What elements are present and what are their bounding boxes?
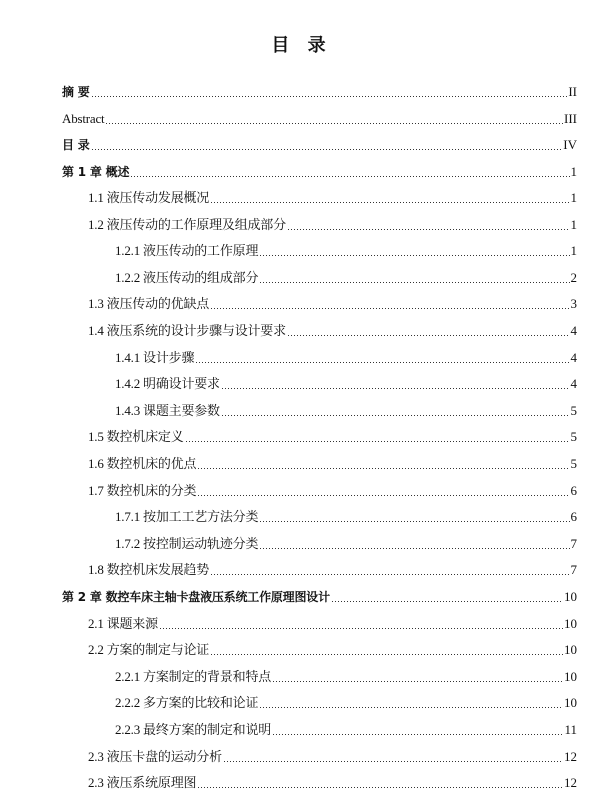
- toc-entry-abstract-en[interactable]: [62, 107, 577, 127]
- toc-entry-1-4-1[interactable]: [115, 346, 577, 366]
- toc-page-number: 10: [564, 589, 577, 604]
- toc-entry-2-2-1[interactable]: [115, 665, 577, 685]
- dot-leader: [91, 96, 568, 97]
- toc-page-number: 10: [564, 615, 577, 631]
- toc-page-number: 4: [570, 376, 577, 392]
- dot-leader: [259, 255, 569, 256]
- toc-page-number: II: [568, 84, 577, 99]
- toc-entry-label: 1.8 数控机床发展趋势: [88, 562, 210, 578]
- toc-page-number: 12: [564, 748, 577, 764]
- dot-leader: [159, 628, 563, 629]
- toc-entry-1-2-2[interactable]: [115, 266, 577, 286]
- page-title: 目 录: [271, 35, 332, 56]
- toc-page-number: IV: [563, 137, 577, 152]
- toc-entry-label: 2.1 课题来源: [88, 615, 158, 631]
- toc-page-number: 3: [570, 296, 577, 312]
- toc-entry-label: Abstract: [62, 110, 105, 126]
- toc-entry-label: 第 1 章 概述: [62, 164, 130, 179]
- toc-page-number: III: [564, 110, 577, 126]
- toc-page-number: 5: [570, 429, 577, 445]
- toc-entry-label: 1.5 数控机床定义: [88, 429, 184, 445]
- dot-leader: [259, 282, 569, 283]
- dot-leader: [210, 308, 569, 309]
- toc-entry-label: 1.7.1 按加工工艺方法分类: [115, 509, 259, 525]
- toc-entry-label: 1.4.1 设计步骤: [115, 349, 195, 365]
- toc-page-number: 2: [570, 269, 577, 285]
- dot-leader: [272, 734, 563, 735]
- toc-entry-2-2[interactable]: [88, 638, 577, 658]
- toc-entry-label: 2.2.2 多方案的比较和论证: [115, 695, 259, 711]
- toc-entry-1-8[interactable]: [88, 558, 577, 578]
- toc-entry-1-5[interactable]: [88, 425, 577, 445]
- toc-page-number: 11: [564, 722, 577, 737]
- toc-entry-contents[interactable]: [62, 133, 577, 153]
- toc-entry-1-2[interactable]: [88, 213, 577, 233]
- toc-entry-label: 摘 要: [62, 85, 90, 99]
- toc-entry-label: 1.6 数控机床的优点: [88, 456, 197, 471]
- toc-page-number: 1: [570, 243, 577, 259]
- toc-entry-1-7-2[interactable]: [115, 532, 577, 552]
- toc-entry-1-7[interactable]: [88, 479, 577, 499]
- toc-page-number: 6: [570, 482, 577, 498]
- dot-leader: [259, 548, 569, 549]
- toc-page-number: 7: [570, 562, 577, 578]
- toc-entry-label: 2.2.3 最终方案的制定和说明: [115, 722, 272, 737]
- dot-leader: [130, 176, 569, 177]
- toc-page-number: 1: [570, 216, 577, 232]
- toc-page-number: 5: [570, 402, 577, 418]
- toc-entry-chapter-2[interactable]: [62, 585, 577, 605]
- dot-leader: [195, 362, 569, 363]
- toc-page-number: 5: [570, 456, 577, 471]
- toc-page-number: 1: [570, 163, 577, 179]
- toc-entry-label: 1.4.3 课题主要参数: [115, 402, 220, 418]
- dot-leader: [197, 787, 563, 788]
- toc-entry-label: 第 2 章 数控车床主轴卡盘液压系统工作原理图设计: [62, 590, 330, 604]
- toc-entry-2-3-schematic[interactable]: [88, 771, 577, 791]
- dot-leader: [105, 123, 563, 124]
- toc-entry-label: 1.7.2 按控制运动轨迹分类: [115, 535, 259, 551]
- toc-entry-1-4-3[interactable]: [115, 399, 577, 419]
- dot-leader: [197, 495, 569, 496]
- dot-leader: [91, 149, 563, 150]
- dot-leader: [221, 388, 570, 389]
- toc-entry-2-2-2[interactable]: [115, 691, 577, 711]
- toc-entry-1-7-1[interactable]: [115, 505, 577, 525]
- toc-page-number: 10: [564, 668, 577, 684]
- toc-entry-label: 1.2.1 液压传动的工作原理: [115, 243, 259, 259]
- dot-leader: [259, 521, 569, 522]
- toc-entry-label: 1.2.2 液压传动的组成部分: [115, 269, 259, 285]
- toc-entry-label: 2.3 液压卡盘的运动分析: [88, 748, 222, 764]
- dot-leader: [331, 601, 563, 602]
- dot-leader: [272, 681, 563, 682]
- toc-entry-1-3[interactable]: [88, 292, 577, 312]
- toc-entry-label: 目 录: [62, 138, 90, 152]
- dot-leader: [185, 441, 570, 442]
- toc-entry-chapter-1[interactable]: [62, 160, 577, 180]
- toc-entry-label: 2.2.1 方案制定的背景和特点: [115, 668, 272, 684]
- dot-leader: [210, 654, 563, 655]
- toc-entry-1-4[interactable]: [88, 319, 577, 339]
- toc-page-number: 12: [564, 775, 577, 791]
- toc-page-number: 4: [570, 323, 577, 338]
- toc-page-number: 4: [570, 349, 577, 365]
- toc-entry-2-2-3[interactable]: [115, 718, 577, 738]
- toc-entry-label: 1.3 液压传动的优缺点: [88, 296, 210, 312]
- dot-leader: [223, 761, 563, 762]
- toc-entry-label: 1.4 液压系统的设计步骤与设计要求: [88, 323, 286, 338]
- toc-page-number: 6: [570, 509, 577, 525]
- dot-leader: [210, 202, 569, 203]
- toc-entry-label: 2.3 液压系统原理图: [88, 775, 197, 791]
- dot-leader: [259, 707, 563, 708]
- toc-entry-2-1[interactable]: [88, 612, 577, 632]
- toc-entry-1-4-2[interactable]: [115, 372, 577, 392]
- toc-entry-abstract-cn[interactable]: [62, 80, 577, 100]
- dot-leader: [197, 468, 569, 469]
- toc-entry-1-2-1[interactable]: [115, 239, 577, 259]
- dot-leader: [287, 335, 570, 336]
- toc-entry-1-1[interactable]: [88, 186, 577, 206]
- toc-entry-2-3-motion[interactable]: [88, 745, 577, 765]
- dot-leader: [221, 415, 570, 416]
- toc-entry-1-6[interactable]: [88, 452, 577, 472]
- dot-leader: [210, 574, 569, 575]
- toc-page-number: 10: [564, 695, 577, 711]
- toc-entry-label: 1.4.2 明确设计要求: [115, 376, 220, 392]
- dot-leader: [287, 229, 570, 230]
- toc-entry-label: 1.1 液压传动发展概况: [88, 190, 210, 205]
- toc-entry-label: 2.2 方案的制定与论证: [88, 642, 210, 658]
- toc-entry-label: 1.2 液压传动的工作原理及组成部分: [88, 216, 286, 232]
- toc-entry-label: 1.7 数控机床的分类: [88, 482, 197, 498]
- toc-page-number: 7: [570, 535, 577, 551]
- toc-page-number: 10: [564, 642, 577, 658]
- toc-page-number: 1: [570, 190, 577, 205]
